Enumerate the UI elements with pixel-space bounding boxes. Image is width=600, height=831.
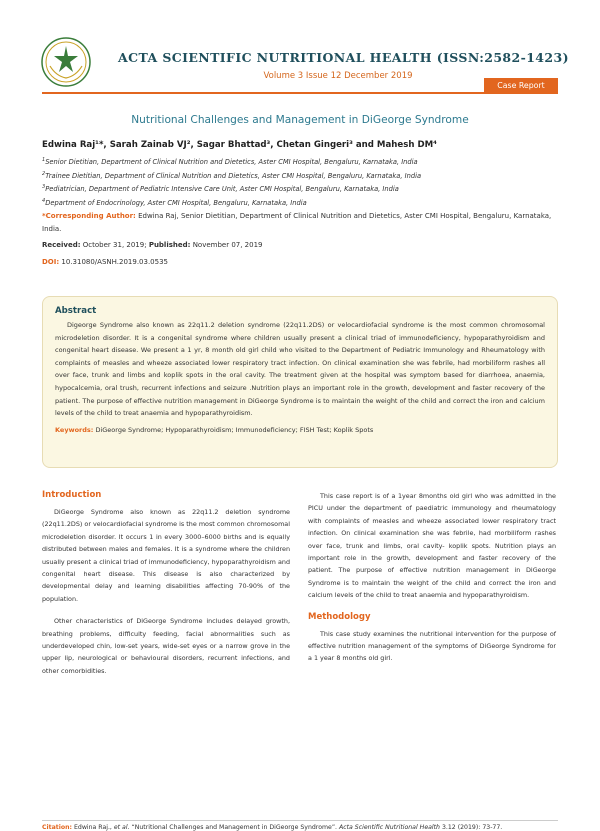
affiliation-list	[42, 155, 558, 210]
header-divider	[42, 92, 558, 94]
introduction-heading: Introduction	[42, 490, 102, 500]
affiliation-item: $^1$Senior Dietitian, Department of Clinical Nutrition and Dietetics, Aster CMI Hospital, Bengaluru, Karnataka, India	[42, 157, 418, 167]
methodology-paragraph: This case study examines the nutritional intervention for the purpose of effective nutrition management of the symptoms of DiGeorge Syndrome for a 1 year 8 months old girl.	[308, 629, 556, 663]
affiliation-item: $^2$Trainee Dietitian, Department of Clinical Nutrition and Dietetics, Aster CMI Hospital, Bengaluru, Karnataka, India	[42, 170, 422, 180]
abstract-heading: Abstract	[55, 306, 97, 316]
publication-dates: Received: October 31, 2019; Published: November 07, 2019	[42, 241, 263, 249]
doi-link[interactable]: 10.31080/ASNH.2019.03.0535	[61, 258, 168, 266]
article-type-badge: Case Report	[484, 78, 558, 92]
issue-line: Volume 3 Issue 12 December 2019	[263, 71, 413, 81]
affiliation-item: $^4$Department of Endocrinology, Aster CMI Hospital, Bengaluru, Karnataka, India	[42, 198, 307, 208]
article-title: Nutritional Challenges and Management in DiGeorge Syndrome	[131, 114, 469, 126]
journal-title: ACTA SCIENTIFIC NUTRITIONAL HEALTH (ISSN:2582-1423)	[118, 50, 569, 65]
introduction-paragraph: DiGeorge Syndrome also known as 22q11.2 deletion syndrome (22q11.2DS) or velocardiofacial syndrome is the most common chromosomal microdeletion disorder. It occurs 1 in every 3000–6000 births and is equally distributed between males and females. It is a syndrome where the children usually present a clinical triad of immunodeficiency, hypoparathyroidism and congenital heart disease. This disease is also characterized by developmental delay and learning disabilities affecting 70-90% of the population.	[42, 508, 290, 603]
abstract-text: Digeorge Syndrome also known as 22q11.2 deletion syndrome (22q11.2DS) or velocardiofacial syndrome is the most common chromosomal microdeletion disorder. It is a congenital syndrome where children usually present a clinical triad of immunodeficiency, hypoparathyroidism and congenital heart disease. We present a 1 yr, 8 month old girl child who visited to the Department of Pediatric Immunology and Rheumatology with complaints of measles and wheeze associated lower respiratory tract infection. On clinical examination she was febrile, had morbiliform rashes all over face, trunk and limbs and koplik spots in the oral cavity. The treatment given at the hospital was symptom based for diarrhoea, anaemia, hypocalcemia, oral trush, recurrent infections and seizure .Nutrition plays an important role in the growth, development and faster recovery of the patient. The purpose of effective nutrition management in DiGeorge Syndrome is to maintain the weight of the child and correct the iron and calcium levels of the child to treat anaemia and hypoparathyroidism.	[55, 321, 545, 418]
introduction-paragraph: Other characteristics of DiGeorge Syndrome includes delayed growth, breathing problems, difficulty feeding, facial abnormalities such as underdeveloped chin, low-set years, wide-set eyes or a narrow grove in the upper lip, neurological or behavioural disorders, recurrent infections, and other comorbidities.	[42, 617, 290, 675]
keywords-line: Keywords: DiGeorge Syndrome; Hypoparathyroidism; Immunodeficiency; FISH Test; Koplik Spots	[55, 425, 374, 434]
affiliation-item: $^3$Pediatrician, Department of Pediatric Intensive Care Unit, Aster CMI Hospital, Bengaluru, Karnataka, India	[42, 184, 399, 194]
case-paragraph: This case report is of a 1year 8months old girl who was admitted in the PICU under the department of paediatric immunology and rheumatology with complaints of measles and wheeze associated lower respiratory tract infection. On clinical examination she was febrile, had morbiliform rashes over face, trunk and limbs, oral cavity- koplik spots. Nutrition plays an important role in the growth, development and faster recovery of the patient. The purpose of effective nutrition management in DiGeorge Syndrome is to maintain the weight of the child and correct the iron and calcium levels of the child to treat anaemia and hypoparathyroidism.	[308, 492, 556, 600]
doi-line: DOI: 10.31080/ASNH.2019.03.0535	[42, 258, 168, 266]
left-column	[42, 490, 290, 687]
journal-logo-icon	[40, 36, 92, 88]
author-list: Edwina Raj¹*, Sarah Zainab VJ², Sagar Bhattad³, Chetan Gingeri³ and Mahesh DM⁴	[42, 140, 437, 150]
methodology-heading: Methodology	[308, 611, 371, 622]
footer-divider	[42, 820, 558, 821]
citation-footer: Citation: Edwina Raj., et al. “Nutritional Challenges and Management in DiGeorge Syndrome”. Acta Scientific Nutritional Health 3.12 (2019): 73-77.	[42, 824, 503, 831]
corresponding-author: *Corresponding Author: Edwina Raj, Senior Dietitian, Department of Clinical Nutrition and Dietetics, Aster CMI Hospital, Bengaluru, Karnataka, India.	[42, 212, 552, 233]
abstract-box	[42, 296, 558, 468]
right-column	[308, 490, 556, 675]
